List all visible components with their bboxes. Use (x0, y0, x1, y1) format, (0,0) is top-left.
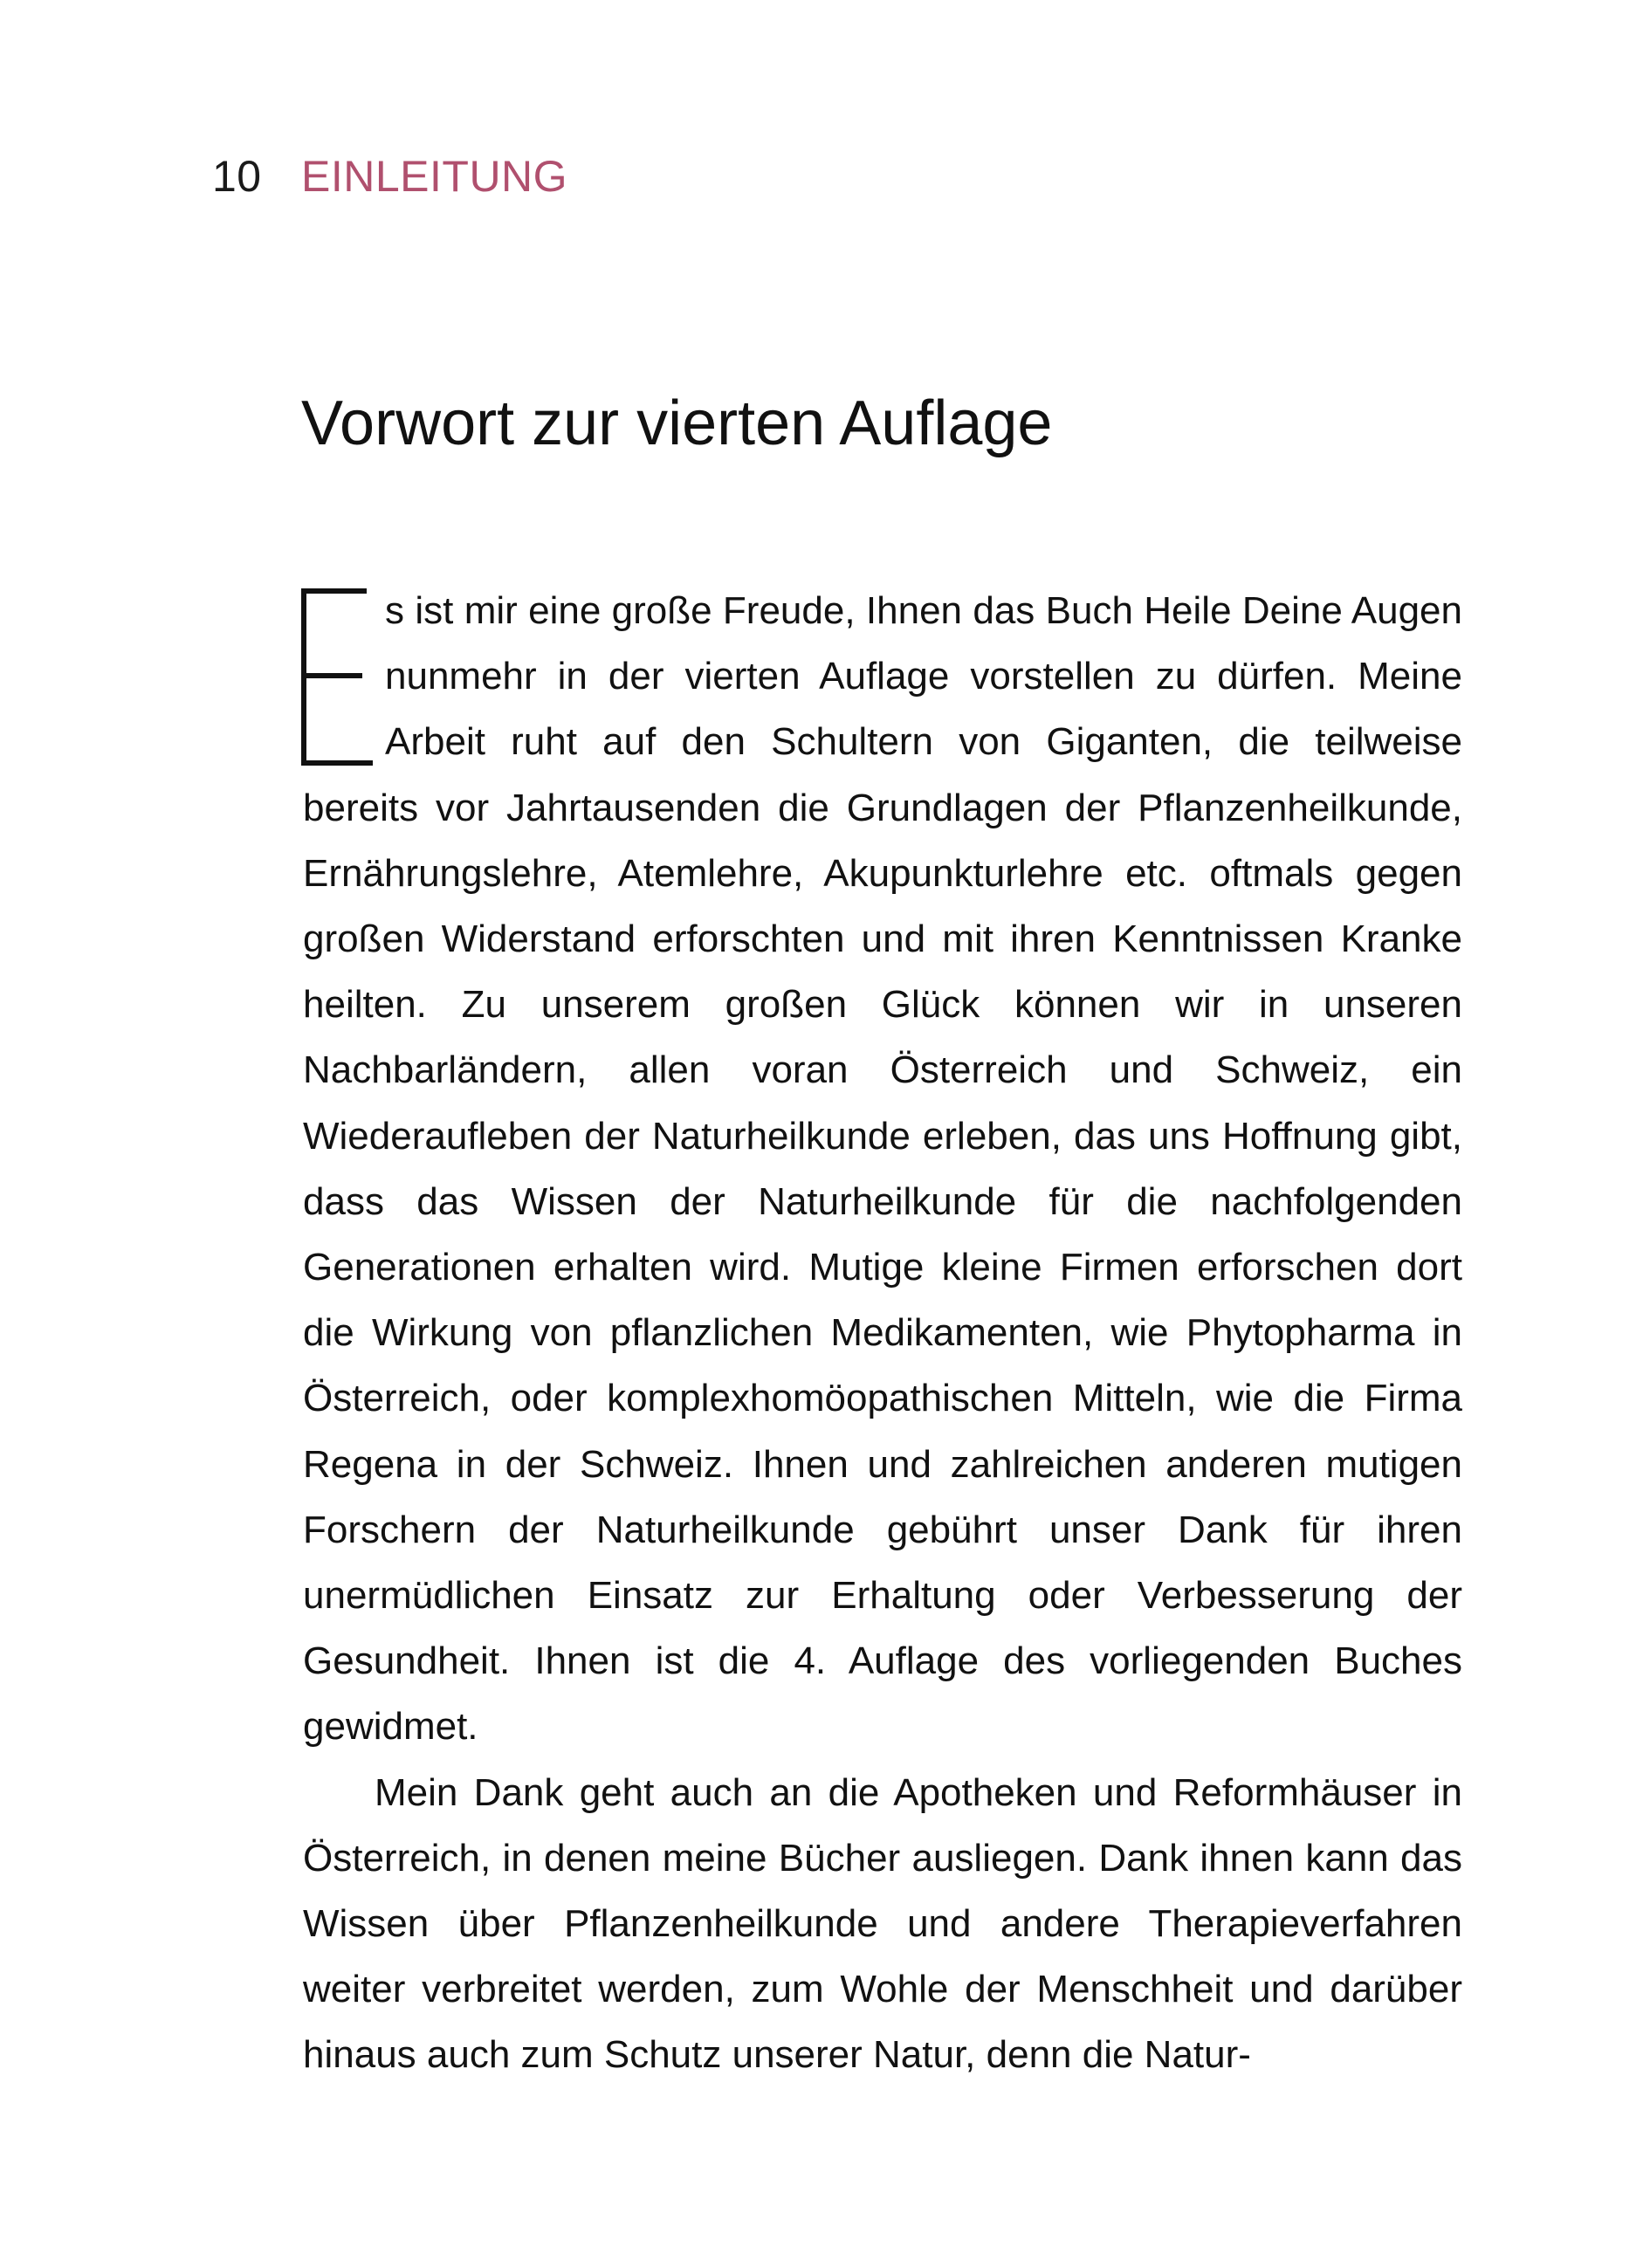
body-text (303, 578, 1462, 2088)
chapter-title: Vorwort zur vierten Auflage (301, 388, 1053, 458)
paragraph-1 (303, 578, 1462, 1760)
drop-cap-glyph (301, 588, 373, 766)
page-number: 10 (212, 152, 262, 201)
drop-cap (301, 588, 373, 766)
running-header (212, 150, 567, 203)
paragraph-2: Mein Dank geht auch an die Apotheken und Reformhäuser in Österreich, in denen meine Bücher ausliegen. Dank ihnen kann das Wissen über Pflanzenheilkunde und andere Therapieverfahren weiter verbreitet werden, zum Wohle der Menschheit und darüber hinaus auch zum Schutz unserer Natur, denn die Natur- (303, 1770, 1462, 2077)
paragraph-1-text: s ist mir eine große Freude, Ihnen das Buch Heile Deine Augen nunmehr in der vierten Auflage vorstellen zu dürfen. Meine Arbeit ruht auf den Schultern von Giganten, die teilweise bereits vor Jahrtausenden die Grundlagen der Pflanzenheilkunde, Ernährungslehre, Atemlehre, Akupunkturlehre etc. oftmals gegen großen Widerstand erforschten und mit ihren Kenntnissen Kranke heilten. Zu unserem großen Glück können wir in unseren Nachbarländern, allen voran Österreich und Schweiz, ein Wiederaufleben der Naturheilkunde erleben, das uns Hoffnung gibt, dass das Wissen der Naturheilkunde für die nachfolgenden Generationen erhalten wird. Mutige kleine Firmen erforschen dort die Wirkung von pflanzlichen Medikamenten, wie Phytopharma in Österreich, oder komplexhomöopathischen Mitteln, wie die Firma Regena in der Schweiz. Ihnen und zahlreichen anderen mutigen Forschern der Naturheilkunde gebührt unser Dank für ihren unermüdlichen Einsatz zur Erhaltung oder Verbesserung der Gesundheit. Ihnen ist die 4. Auflage des vorliegenden Buches gewidmet. (303, 589, 1462, 1749)
section-label: EINLEITUNG (301, 152, 568, 201)
